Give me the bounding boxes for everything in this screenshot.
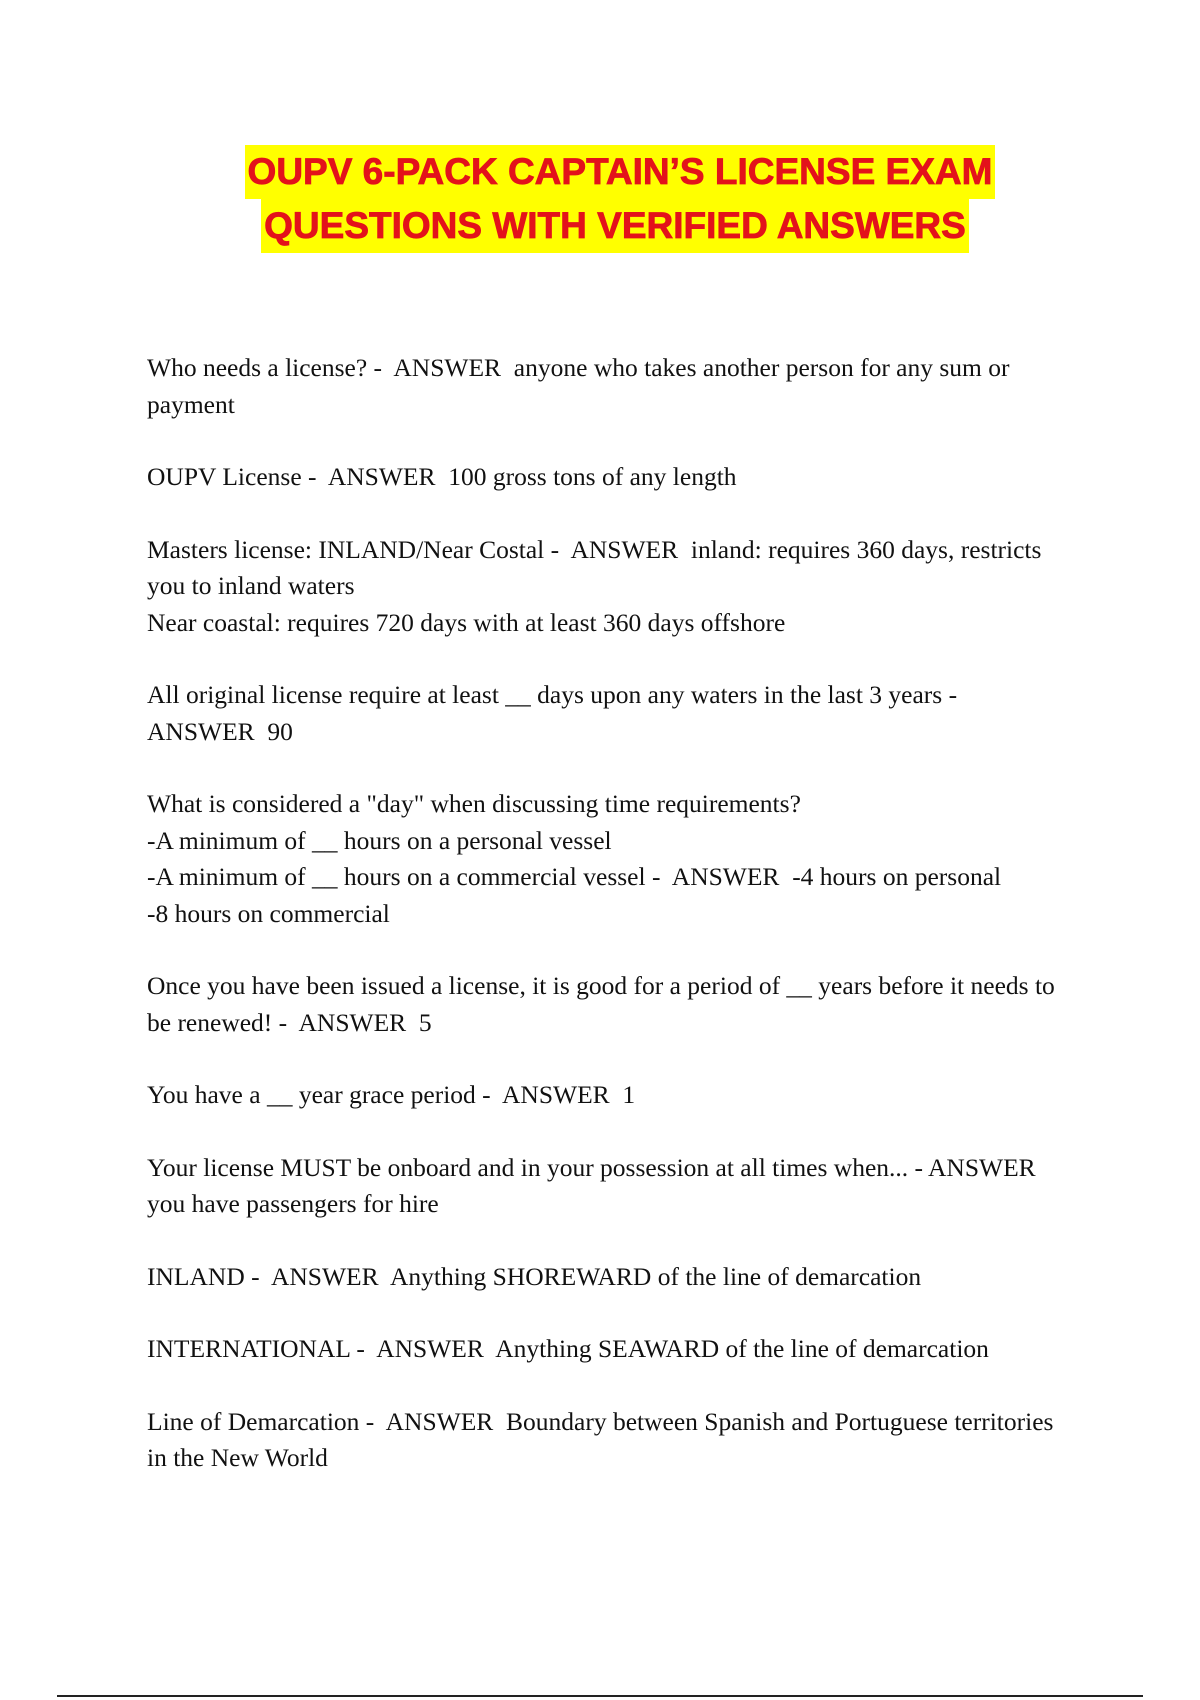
qa-item: Your license MUST be onboard and in your possession at all times when... - ANSWER you have passengers for hire [147,1152,1049,1218]
qa-item: INLAND - ANSWER Anything SHOREWARD of the line of demarcation [147,1261,922,1291]
document-title [0,145,1200,253]
qa-item: Who needs a license? - ANSWER anyone who takes another person for any sum or payment [147,353,1016,419]
qa-list [147,350,1067,1513]
title-line-1: OUPV 6-PACK CAPTAIN’S LICENSE EXAM [245,145,996,199]
qa-item: Masters license: INLAND/Near Costal - ANSWER inland: requires 360 days, restricts you to inland waters Near coastal: requires 720 days with at least 360 days offshore [147,534,1042,637]
qa-item: You have a __ year grace period - ANSWER 1 [147,1080,636,1109]
qa-item: Line of Demarcation - ANSWER Boundary between Spanish and Portuguese territories in the New World [147,1406,1060,1472]
footer-divider [57,1695,1143,1697]
title-line-2: QUESTIONS WITH VERIFIED ANSWERS [261,199,969,253]
qa-item: Once you have been issued a license, it is good for a period of __ years before it needs to be renewed! - ANSWER 5 [147,971,1062,1037]
qa-item: What is considered a "day" when discussing time requirements? -A minimum of __ hours on a personal vessel -A minimum of __ hours on a commercial vessel - ANSWER -4 hours on personal -8 hours on commercial [147,789,1002,928]
qa-item: OUPV License - ANSWER 100 gross tons of any length [147,462,737,491]
qa-item: All original license require at least __ days upon any waters in the last 3 years - ANSWER 90 [147,680,963,746]
qa-item: INTERNATIONAL - ANSWER Anything SEAWARD of the line of demarcation [147,1334,989,1363]
